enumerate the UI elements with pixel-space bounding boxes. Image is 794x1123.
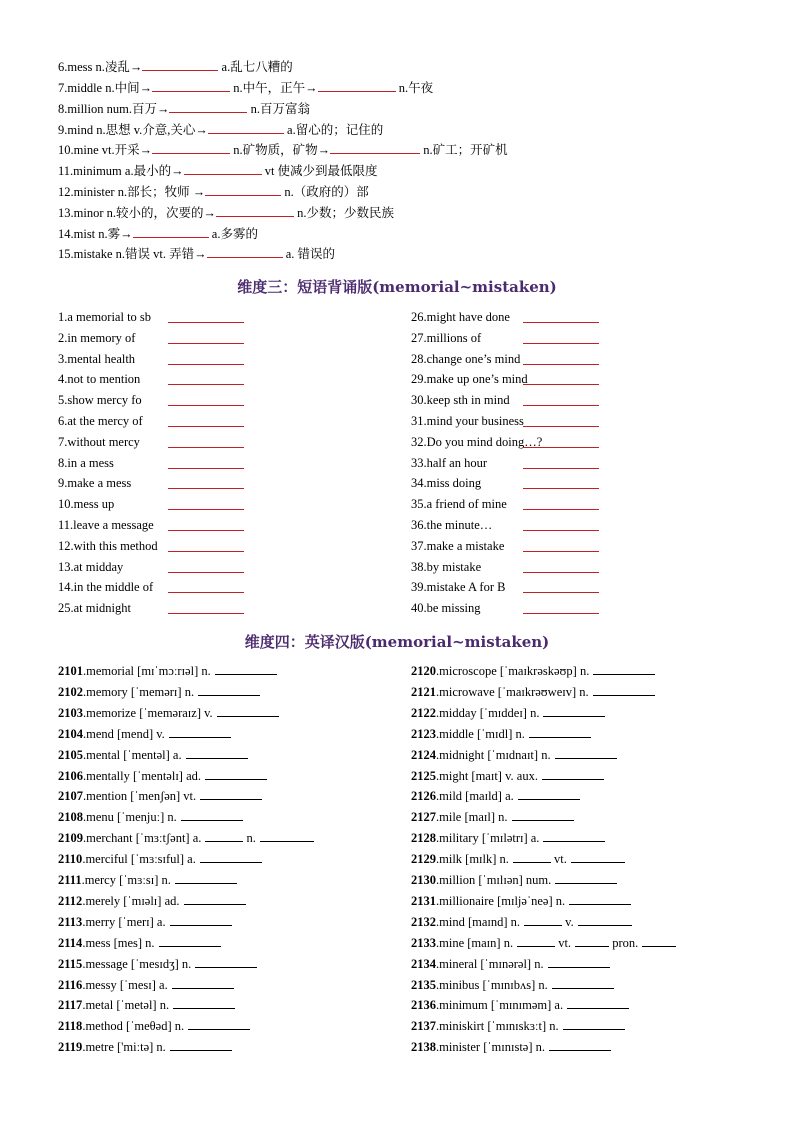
item-text: 8.million num.百万→ xyxy=(58,102,170,116)
answer-blank[interactable] xyxy=(184,162,262,175)
item-text: n.矿物质，矿物→ xyxy=(230,143,331,157)
answer-blank[interactable] xyxy=(186,747,248,759)
answer-blank[interactable] xyxy=(543,830,605,842)
vocab-entry: .midnight [ˈmɪdnaɪt] n. xyxy=(436,747,551,762)
vocab-row xyxy=(58,913,232,931)
vocab-entry: .mine [maɪn] n. xyxy=(436,935,514,950)
vocab-entry: .metre ['miːtə] n. xyxy=(82,1040,166,1055)
answer-blank[interactable] xyxy=(523,352,599,365)
phrase-row xyxy=(58,433,298,451)
answer-blank[interactable] xyxy=(168,497,244,510)
vocab-entry: .military [ˈmɪlətrɪ] a. xyxy=(436,831,540,846)
item-text: 15.mistake n.错误 vt. 弄错→ xyxy=(58,247,207,261)
vocab-number: 2127 xyxy=(411,810,436,825)
phrase-text: 13.at midday xyxy=(58,559,124,574)
answer-blank[interactable] xyxy=(169,726,231,738)
top-item xyxy=(58,183,369,201)
answer-blank[interactable] xyxy=(523,560,599,573)
phrase-row xyxy=(411,558,651,576)
answer-blank[interactable] xyxy=(170,914,232,926)
vocab-row xyxy=(58,829,314,847)
answer-blank[interactable] xyxy=(523,456,599,469)
vocab-entry: .merciful [ˈmɜːsɪful] a. xyxy=(82,852,196,867)
vocab-entry: .minimum [ˈmɪnɪməm] a. xyxy=(436,998,564,1013)
vocab-number: 2126 xyxy=(411,789,436,804)
vocab-row xyxy=(58,892,246,910)
answer-blank[interactable] xyxy=(152,141,230,154)
phrase-text: 12.with this method xyxy=(58,538,158,553)
answer-blank[interactable] xyxy=(523,435,599,448)
phrase-row xyxy=(58,516,298,534)
phrase-text: 27.millions of xyxy=(411,330,482,345)
phrase-text: 40.be missing xyxy=(411,601,481,616)
item-text: n.（政府的）部 xyxy=(281,185,369,199)
item-text: a.留心的；记住的 xyxy=(283,123,384,137)
item-text: n.中午，正午→ xyxy=(230,81,318,95)
phrase-row xyxy=(411,599,651,617)
vocab-number: 2121 xyxy=(411,684,436,699)
phrase-row xyxy=(411,350,651,368)
phrase-row xyxy=(411,537,651,555)
vocab-number: 2129 xyxy=(411,852,436,867)
top-item xyxy=(58,204,394,222)
phrase-text: 26.might have done xyxy=(411,310,510,324)
vocab-entry: .mess [mes] n. xyxy=(82,935,155,950)
answer-blank[interactable] xyxy=(318,79,396,92)
phrase-row xyxy=(58,537,298,555)
phrase-text: 6.at the mercy of xyxy=(58,414,143,428)
phrase-text: 10.mess up xyxy=(58,497,115,512)
vocab-row xyxy=(411,996,629,1014)
item-text: a. 错误的 xyxy=(282,247,336,261)
vocab-row xyxy=(411,934,676,952)
answer-blank[interactable] xyxy=(207,245,283,258)
item-text: 12.minister n.部长；牧师 → xyxy=(58,185,206,199)
phrase-text: 36.the minute… xyxy=(411,518,493,532)
phrase-row xyxy=(58,495,298,513)
vocab-number: 2108 xyxy=(58,810,83,825)
answer-blank[interactable] xyxy=(168,580,244,593)
phrase-text: 32.Do you mind doing…? xyxy=(411,434,543,449)
phrase-row xyxy=(411,308,651,326)
vocab-entry: .mineral [ˈmɪnərəl] n. xyxy=(436,956,544,971)
vocab-number: 2122 xyxy=(411,705,436,720)
answer-blank[interactable] xyxy=(543,705,605,717)
phrase-text: 29.make up one’s mind xyxy=(411,372,528,387)
answer-blank[interactable] xyxy=(168,560,244,573)
answer-blank[interactable] xyxy=(523,539,599,552)
vocab-row xyxy=(58,767,267,785)
answer-blank[interactable] xyxy=(569,893,631,905)
vocab-pos: vt. xyxy=(550,852,567,867)
item-text: vt 使减少到最低限度 xyxy=(261,164,378,178)
vocab-number: 2119 xyxy=(58,1040,83,1055)
phrase-row xyxy=(411,578,651,596)
answer-blank[interactable] xyxy=(575,935,609,947)
vocab-number: 2112 xyxy=(58,893,83,908)
vocab-entry: .mental [ˈmentəl] a. xyxy=(83,747,182,762)
phrase-text: 8.in a mess xyxy=(58,455,114,470)
answer-blank[interactable] xyxy=(168,456,244,469)
answer-blank[interactable] xyxy=(523,580,599,593)
phrase-text: 11.leave a message xyxy=(58,518,154,532)
phrase-text: 37.make a mistake xyxy=(411,538,505,553)
vocab-number: 2128 xyxy=(411,831,436,846)
vocab-row xyxy=(58,787,262,805)
answer-blank[interactable] xyxy=(571,851,625,863)
top-item xyxy=(58,79,433,97)
answer-blank[interactable] xyxy=(172,977,234,989)
vocab-number: 2109 xyxy=(58,831,83,846)
answer-blank[interactable] xyxy=(208,121,284,134)
vocab-entry: .millionaire [mɪljəˈneə] n. xyxy=(436,893,566,908)
vocab-row xyxy=(58,976,234,994)
answer-blank[interactable] xyxy=(168,518,244,531)
vocab-entry: .milk [mɪlk] n. xyxy=(436,852,509,867)
vocab-row xyxy=(411,892,631,910)
answer-blank[interactable] xyxy=(524,914,562,926)
vocab-row xyxy=(411,725,591,743)
phrase-text: 3.mental health xyxy=(58,351,136,366)
answer-blank[interactable] xyxy=(168,393,244,406)
answer-blank[interactable] xyxy=(593,663,655,675)
vocab-number: 2125 xyxy=(411,768,436,783)
vocab-pos: pron. xyxy=(609,935,639,950)
answer-blank[interactable] xyxy=(168,331,244,344)
item-text: 13.minor n.较小的，次要的→ xyxy=(58,206,216,220)
vocab-number: 2135 xyxy=(411,977,436,992)
vocab-number: 2103 xyxy=(58,705,83,720)
answer-blank[interactable] xyxy=(523,310,599,323)
vocab-row xyxy=(58,662,277,680)
item-text: n.少数；少数民族 xyxy=(293,206,394,220)
vocab-entry: .million [ˈmɪlɪən] num. xyxy=(436,873,552,887)
vocab-entry: .menu [ˈmenjuː] n. xyxy=(83,810,177,825)
vocab-entry: .minister [ˈmɪnɪstə] n. xyxy=(436,1040,546,1055)
vocab-row xyxy=(58,996,235,1014)
vocab-number: 2130 xyxy=(411,873,436,887)
vocab-number: 2107 xyxy=(58,789,83,804)
vocab-row xyxy=(411,850,625,868)
vocab-row xyxy=(411,808,574,826)
vocab-entry: .mend [mend] v. xyxy=(83,726,165,741)
vocab-entry: .might [maɪt] v. aux. xyxy=(436,768,538,783)
vocab-number: 2132 xyxy=(411,914,436,929)
phrase-text: 38.by mistake xyxy=(411,559,482,574)
item-text: 9.mind n.思想 v.介意,关心→ xyxy=(58,123,208,137)
phrase-row xyxy=(58,599,298,617)
answer-blank[interactable] xyxy=(542,768,604,780)
item-text: a.多雾的 xyxy=(208,227,258,241)
vocab-row xyxy=(58,1017,250,1035)
answer-blank[interactable] xyxy=(168,435,244,448)
top-item xyxy=(58,162,378,180)
item-text: n.百万富翁 xyxy=(247,102,310,116)
phrase-row xyxy=(411,516,651,534)
answer-blank[interactable] xyxy=(205,830,243,842)
phrase-text: 28.change one’s mind xyxy=(411,351,521,366)
answer-blank[interactable] xyxy=(170,1039,232,1051)
vocab-number: 2105 xyxy=(58,747,83,762)
vocab-number: 2101 xyxy=(58,664,83,678)
vocab-number: 2111 xyxy=(58,873,82,887)
answer-blank[interactable] xyxy=(549,1039,611,1051)
vocab-number: 2134 xyxy=(411,956,436,971)
item-text: 7.middle n.中间→ xyxy=(58,81,153,95)
top-item xyxy=(58,245,335,263)
vocab-row xyxy=(411,662,655,680)
vocab-row xyxy=(411,829,605,847)
section-heading-translation: 维度四：英译汉版(memorial~mistaken) xyxy=(244,633,550,651)
vocab-number: 2133 xyxy=(411,935,436,950)
answer-blank[interactable] xyxy=(593,684,655,696)
answer-blank[interactable] xyxy=(215,663,277,675)
vocab-number: 2102 xyxy=(58,684,83,699)
phrase-text: 2.in memory of xyxy=(58,330,136,345)
answer-blank[interactable] xyxy=(523,518,599,531)
vocab-number: 2106 xyxy=(58,768,83,783)
phrase-text: 1.a memorial to sb xyxy=(58,310,152,324)
phrase-row xyxy=(411,433,651,451)
vocab-row xyxy=(411,746,617,764)
top-item xyxy=(58,121,383,139)
phrase-text: 25.at midnight xyxy=(58,601,131,616)
vocab-entry: .message [ˈmesɪdʒ] n. xyxy=(82,956,192,971)
answer-blank[interactable] xyxy=(205,183,281,196)
vocab-entry: .mercy [ˈmɜːsɪ] n. xyxy=(81,873,171,887)
answer-blank[interactable] xyxy=(642,935,676,947)
vocab-row xyxy=(411,955,610,973)
phrase-text: 30.keep sth in mind xyxy=(411,393,510,408)
answer-blank[interactable] xyxy=(173,997,235,1009)
vocab-entry: .miniskirt [ˈmɪnɪskɜːt] n. xyxy=(436,1019,559,1034)
answer-blank[interactable] xyxy=(168,414,244,427)
vocab-row xyxy=(411,913,632,931)
item-text: 14.mist n.雾→ xyxy=(58,227,133,241)
answer-blank[interactable] xyxy=(168,601,244,614)
phrase-row xyxy=(58,474,298,492)
vocab-number: 2117 xyxy=(58,998,83,1013)
answer-blank[interactable] xyxy=(198,684,260,696)
vocab-entry: .memorial [mɪˈmɔːrɪəl] n. xyxy=(83,664,211,678)
phrase-row xyxy=(58,578,298,596)
top-item xyxy=(58,141,508,159)
vocab-row xyxy=(58,704,279,722)
vocab-number: 2137 xyxy=(411,1019,436,1034)
vocab-number: 2116 xyxy=(58,977,83,992)
answer-blank[interactable] xyxy=(518,788,580,800)
phrase-text: 7.without mercy xyxy=(58,434,140,449)
answer-blank[interactable] xyxy=(555,747,617,759)
section-heading-phrases: 维度三：短语背诵版(memorial~mistaken) xyxy=(237,278,557,296)
answer-blank[interactable] xyxy=(578,914,632,926)
vocab-row xyxy=(411,871,617,889)
answer-blank[interactable] xyxy=(142,58,218,71)
phrase-row xyxy=(411,454,651,472)
vocab-entry: .middle [ˈmɪdl] n. xyxy=(436,726,525,741)
answer-blank[interactable] xyxy=(555,872,617,884)
vocab-entry: .metal [ˈmetəl] n. xyxy=(82,998,170,1013)
item-text: 11.minimum a.最小的→ xyxy=(58,164,184,178)
top-item xyxy=(58,225,258,243)
vocab-entry: .merchant [ˈmɜːtʃənt] a. xyxy=(83,831,202,846)
phrase-row xyxy=(58,454,298,472)
answer-blank[interactable] xyxy=(529,726,591,738)
answer-blank[interactable] xyxy=(184,893,246,905)
phrase-row xyxy=(411,474,651,492)
vocab-entry: .merry [ˈmerɪ] a. xyxy=(82,914,166,929)
vocab-number: 2124 xyxy=(411,747,436,762)
vocab-number: 2138 xyxy=(411,1040,436,1055)
top-item xyxy=(58,100,310,118)
vocab-row xyxy=(411,767,604,785)
phrase-text: 39.mistake A for B xyxy=(411,580,506,595)
phrase-row xyxy=(411,495,651,513)
vocab-number: 2113 xyxy=(58,914,83,929)
vocab-number: 2120 xyxy=(411,664,436,678)
phrase-row xyxy=(58,308,298,326)
top-item xyxy=(58,58,293,76)
vocab-row xyxy=(411,976,614,994)
answer-blank[interactable] xyxy=(523,372,599,385)
phrase-row xyxy=(58,329,298,347)
answer-blank[interactable] xyxy=(552,977,614,989)
vocab-number: 2115 xyxy=(58,956,83,971)
answer-blank[interactable] xyxy=(330,141,420,154)
vocab-entry: .memorize [ˈmeməraɪz] v. xyxy=(83,705,213,720)
vocab-row xyxy=(411,683,655,701)
answer-blank[interactable] xyxy=(200,788,262,800)
phrase-text: 4.not to mention xyxy=(58,372,141,387)
answer-blank[interactable] xyxy=(548,956,610,968)
item-text: a.乱七八糟的 xyxy=(218,60,293,74)
phrase-row xyxy=(58,412,298,430)
phrase-text: 9.make a mess xyxy=(58,476,132,491)
answer-blank[interactable] xyxy=(513,851,551,863)
item-text: n.矿工；开矿机 xyxy=(420,143,508,157)
phrase-row xyxy=(58,350,298,368)
vocab-row xyxy=(58,955,257,973)
vocab-row xyxy=(411,1038,611,1056)
vocab-number: 2118 xyxy=(58,1019,83,1034)
vocab-number: 2131 xyxy=(411,893,436,908)
answer-blank[interactable] xyxy=(517,935,555,947)
answer-blank[interactable] xyxy=(563,1018,625,1030)
vocab-entry: .microscope [ˈmaɪkrəskəʊp] n. xyxy=(436,664,590,678)
answer-blank[interactable] xyxy=(159,935,221,947)
vocab-entry: .mile [maɪl] n. xyxy=(436,810,508,825)
answer-blank[interactable] xyxy=(567,997,629,1009)
phrase-row xyxy=(411,329,651,347)
vocab-number: 2114 xyxy=(58,935,83,950)
item-text: 6.mess n.凌乱→ xyxy=(58,60,143,74)
answer-blank[interactable] xyxy=(168,372,244,385)
vocab-row xyxy=(58,725,231,743)
vocab-number: 2123 xyxy=(411,726,436,741)
vocab-number: 2136 xyxy=(411,998,436,1013)
answer-blank[interactable] xyxy=(260,830,314,842)
vocab-row xyxy=(58,808,243,826)
vocab-entry: .merely [ˈmɪəlɪ] ad. xyxy=(82,893,180,908)
answer-blank[interactable] xyxy=(217,705,279,717)
answer-blank[interactable] xyxy=(523,414,599,427)
vocab-row xyxy=(411,1017,625,1035)
answer-blank[interactable] xyxy=(152,79,230,92)
vocab-row xyxy=(58,683,260,701)
vocab-entry: .minibus [ˈmɪnɪbʌs] n. xyxy=(436,977,548,992)
phrase-text: 31.mind your business xyxy=(411,414,524,428)
vocab-row xyxy=(58,934,221,952)
vocab-entry: .mind [maɪnd] n. xyxy=(436,914,521,929)
vocab-entry: .memory [ˈmemərɪ] n. xyxy=(83,684,195,699)
vocab-entry: .mentally [ˈmentəlɪ] ad. xyxy=(83,768,202,783)
phrase-row xyxy=(58,370,298,388)
answer-blank[interactable] xyxy=(523,601,599,614)
answer-blank[interactable] xyxy=(523,331,599,344)
vocab-entry: .midday [ˈmɪddeɪ] n. xyxy=(436,705,540,720)
phrase-row xyxy=(58,391,298,409)
vocab-entry: .mention [ˈmenʃən] vt. xyxy=(83,789,197,804)
answer-blank[interactable] xyxy=(200,851,262,863)
answer-blank[interactable] xyxy=(175,872,237,884)
phrase-text: 35.a friend of mine xyxy=(411,497,507,512)
answer-blank[interactable] xyxy=(169,100,247,113)
vocab-row xyxy=(411,787,580,805)
answer-blank[interactable] xyxy=(216,204,294,217)
vocab-pos: n. xyxy=(243,831,256,846)
answer-blank[interactable] xyxy=(168,476,244,489)
answer-blank[interactable] xyxy=(188,1018,250,1030)
vocab-row xyxy=(58,1038,232,1056)
phrase-row xyxy=(58,558,298,576)
phrase-row xyxy=(411,391,651,409)
vocab-number: 2110 xyxy=(58,852,83,867)
vocab-row xyxy=(58,746,248,764)
answer-blank[interactable] xyxy=(168,352,244,365)
item-text: n.午夜 xyxy=(395,81,434,95)
phrase-text: 5.show mercy fo xyxy=(58,393,142,408)
answer-blank[interactable] xyxy=(181,809,243,821)
vocab-row xyxy=(411,704,605,722)
answer-blank[interactable] xyxy=(523,497,599,510)
item-text: 10.mine vt.开采→ xyxy=(58,143,153,157)
answer-blank[interactable] xyxy=(512,809,574,821)
vocab-row xyxy=(58,871,237,889)
vocab-number: 2104 xyxy=(58,726,83,741)
phrase-text: 14.in the middle of xyxy=(58,580,154,595)
vocab-pos: v. xyxy=(562,914,574,929)
vocab-entry: .mild [maɪld] a. xyxy=(436,789,514,804)
answer-blank[interactable] xyxy=(195,956,257,968)
answer-blank[interactable] xyxy=(133,225,209,238)
answer-blank[interactable] xyxy=(523,476,599,489)
answer-blank[interactable] xyxy=(168,310,244,323)
vocab-row xyxy=(58,850,262,868)
answer-blank[interactable] xyxy=(205,768,267,780)
answer-blank[interactable] xyxy=(523,393,599,406)
vocab-entry: .messy [ˈmesɪ] a. xyxy=(82,977,168,992)
phrase-text: 34.miss doing xyxy=(411,476,482,491)
answer-blank[interactable] xyxy=(168,539,244,552)
phrase-text: 33.half an hour xyxy=(411,455,488,470)
phrase-row xyxy=(411,370,651,388)
vocab-pos: vt. xyxy=(555,935,572,950)
phrase-row xyxy=(411,412,651,430)
vocab-entry: .microwave [ˈmaɪkrəʊweɪv] n. xyxy=(436,684,589,699)
vocab-entry: .method [ˈmeθəd] n. xyxy=(82,1019,185,1034)
